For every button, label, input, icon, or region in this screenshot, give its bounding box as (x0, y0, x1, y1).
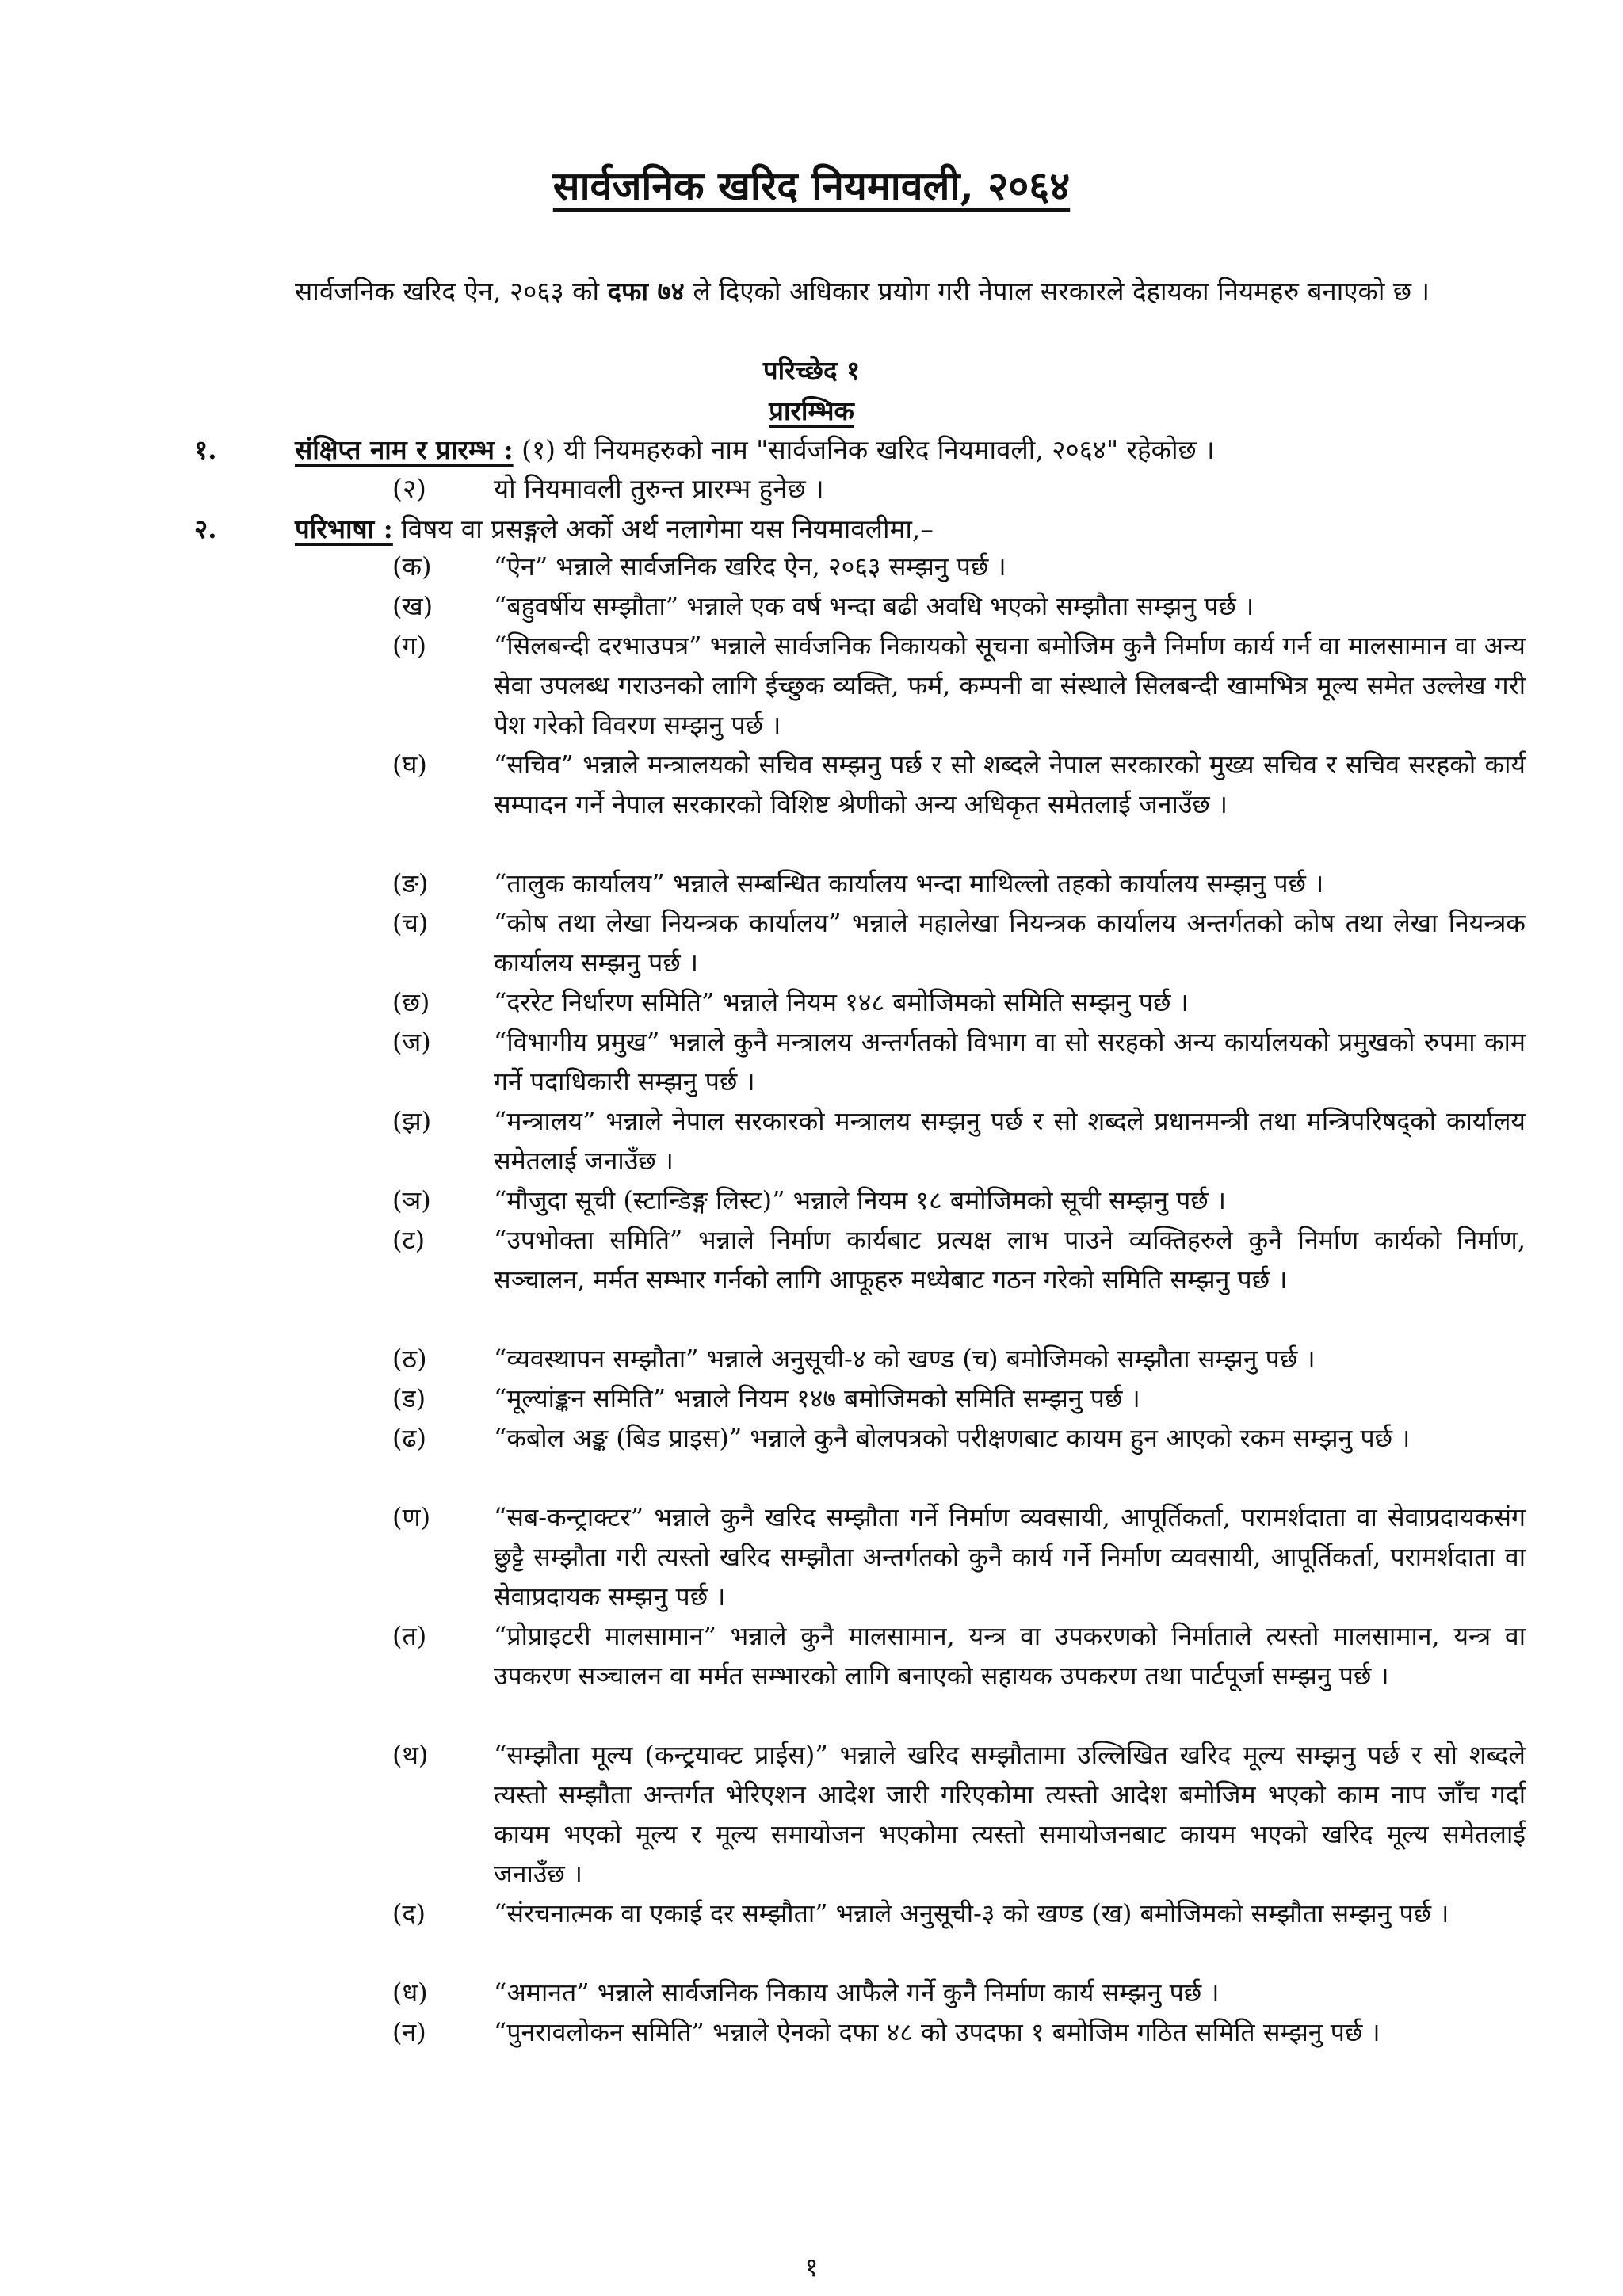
section-1-heading: संक्षिप्त नाम र प्रारम्भ : (295, 434, 514, 465)
section-1-line (295, 432, 1526, 468)
section-2 (0, 511, 1623, 547)
subsection-label: (२) (392, 473, 426, 504)
section-1 (0, 432, 1623, 468)
definition-label: (घ) (392, 749, 427, 780)
chapter-title: प्रारम्भिक (769, 395, 854, 426)
section-1-subsection (0, 471, 1623, 507)
definition-label: (ध) (392, 1978, 428, 2008)
chapter-number: परिच्छेद १ (762, 355, 861, 386)
definition-label: (झ) (392, 1106, 432, 1136)
definition-label: (क) (392, 551, 432, 582)
definition-text: “ऐन” भन्नाले सार्वजनिक खरिद ऐन, २०६३ सम्झनु पर्छ । (494, 551, 1006, 582)
definition-label: (ढ) (392, 1423, 426, 1453)
definition-label: (ग) (392, 631, 426, 661)
definition-label: (ठ) (392, 1344, 427, 1374)
definition-text: “तालुक कार्यालय” भन्नाले सम्बन्धित कार्यालय भन्दा माथिल्लो तहको कार्यालय सम्झनु पर्छ । (494, 868, 1324, 898)
definition-label: (छ) (392, 987, 430, 1017)
section-2-text: विषय वा प्रसङ्गले अर्को अर्थ नलागेमा यस नियमावलीमा,– (392, 513, 934, 544)
definition-text: “मूल्यांङ्कन समिति” भन्नाले नियम १४७ बमोजिमको समिति सम्झनु पर्छ । (494, 1383, 1140, 1413)
section-1-text: (१) यी नियमहरुको नाम "सार्वजनिक खरिद नियमावली, २०६४" रहेकोछ । (513, 434, 1215, 465)
definition-label: (ड) (392, 1383, 426, 1413)
definition-text: “मन्त्रालय” भन्नाले नेपाल सरकारको मन्त्रालय सम्झनु पर्छ र सो शब्दले प्रधानमन्त्री तथा मन्त्रिपरिषद्को कार्यालय समेतलाई जनाउँछ । (494, 1106, 1526, 1176)
preamble-text-start: सार्वजनिक खरिद ऐन, २०६३ को (295, 276, 608, 307)
definition-label: (त) (392, 1621, 427, 1651)
definition-text: “सिलबन्दी दरभाउपत्र” भन्नाले सार्वजनिक निकायको सूचना बमोजिम कुनै निर्माण कार्य गर्न वा मालसामान वा अन्य सेवा उपलब्ध गराउनको लागि ईच्छुक व्यक्ति, फर्म, कम्पनी वा संस्थाले सिलबन्दी खामभित्र मूल्य समेत उल्लेख गरी पेश गरेको विवरण सम्झनु पर्छ । (494, 631, 1526, 740)
definition-text: “दररेट निर्धारण समिति” भन्नाले नियम १४८ बमोजिमको समिति सम्झनु पर्छ । (494, 987, 1189, 1017)
section-2-line (295, 511, 1526, 547)
definition-label: (न) (392, 2017, 426, 2047)
preamble-paragraph (295, 269, 1526, 314)
preamble-section-reference: दफा ७४ (607, 276, 685, 307)
definition-text: “संरचनात्मक वा एकाई दर सम्झौता” भन्नाले अनुसूची-३ को खण्ड (ख) बमोजिमको सम्झौता सम्झनु पर्छ । (494, 1898, 1449, 1928)
definition-text: “कबोल अङ्क (बिड प्राइस)” भन्नाले कुनै बोलपत्रको परीक्षणबाट कायम हुन आएको रकम सम्झनु पर्छ । (494, 1423, 1411, 1453)
subsection-text: यो नियमावली तुरुन्त प्रारम्भ हुनेछ । (494, 473, 824, 504)
definition-text: “अमानत” भन्नाले सार्वजनिक निकाय आफैले गर्ने कुनै निर्माण कार्य सम्झनु पर्छ । (494, 1978, 1220, 2008)
definition-label: (ण) (392, 1502, 431, 1532)
section-2-number: २. (194, 513, 217, 544)
definition-label: (ट) (392, 1225, 426, 1255)
definition-label: (ज) (392, 1027, 431, 1057)
definition-text: “सम्झौता मूल्य (कन्ट्रयाक्ट प्राईस)” भन्नाले खरिद सम्झौतामा उल्लिखित खरिद मूल्य सम्झनु पर्छ र सो शब्दले त्यस्तो सम्झौता अन्तर्गत भेरिएशन आदेश जारी गरिएकोमा त्यस्तो आदेश बमोजिम भएको काम नाप जाँच गर्दा कायम भएको मूल्य र मूल्य समायोजन भएकोमा त्यस्तो समायोजनबाट कायम भएको खरिद मूल्य समेतलाई जनाउँछ । (494, 1740, 1526, 1889)
definition-text: “प्रोप्राइटरी मालसामान” भन्नाले कुनै मालसामान, यन्त्र वा उपकरणको निर्माताले त्यस्तो मालसामान, यन्त्र वा उपकरण सञ्चालन वा मर्मत सम्भारको लागि बनाएको सहायक उपकरण तथा पार्टपूर्जा सम्झनु पर्छ । (494, 1621, 1526, 1691)
definition-text: “पुनरावलोकन समिति” भन्नाले ऐनको दफा ४८ को उपदफा १ बमोजिम गठित समिति सम्झनु पर्छ । (494, 2017, 1381, 2047)
definition-text: “सब-कन्ट्राक्टर” भन्नाले कुनै खरिद सम्झौता गर्ने निर्माण व्यवसायी, आपूर्तिकर्ता, परामर्शदाता वा सेवाप्रदायकसंग छुट्टै सम्झौता गरी त्यस्तो खरिद सम्झौता अन्तर्गतको कुनै कार्य गर्ने निर्माण व्यवसायी, आपूर्तिकर्ता, परामर्शदाता वा सेवाप्रदायक सम्झनु पर्छ । (494, 1502, 1526, 1611)
definition-text: “कोष तथा लेखा नियन्त्रक कार्यालय” भन्नाले महालेखा नियन्त्रक कार्यालय अन्तर्गतको कोष तथा लेखा नियन्त्रक कार्यालय सम्झनु पर्छ । (494, 908, 1526, 978)
definition-text: “मौजुदा सूची (स्टान्डिङ्ग लिस्ट)” भन्नाले नियम १८ बमोजिमको सूची सम्झनु पर्छ । (494, 1185, 1227, 1215)
definition-text: “बहुवर्षीय सम्झौता” भन्नाले एक वर्ष भन्दा बढी अवधि भएको सम्झौता सम्झनु पर्छ । (494, 591, 1254, 621)
definition-label: (थ) (392, 1740, 429, 1770)
definition-text: “सचिव” भन्नाले मन्त्रालयको सचिव सम्झनु पर्छ र सो शब्दले नेपाल सरकारको मुख्य सचिव र सचिव सरहको कार्य सम्पादन गर्ने नेपाल सरकारको विशिष्ट श्रेणीको अन्य अधिकृत समेतलाई जनाउँछ । (494, 749, 1526, 819)
page-number: १ (804, 2252, 819, 2283)
preamble-text-end: ले दिएको अधिकार प्रयोग गरी नेपाल सरकारले देहायका नियमहरु बनाएको छ । (684, 276, 1430, 307)
definition-label: (ञ) (392, 1185, 431, 1215)
definition-label: (च) (392, 908, 429, 938)
document-title: सार्वजनिक खरिद नियमावली, २०६४ (552, 162, 1071, 209)
definition-text: “उपभोक्ता समिति” भन्नाले निर्माण कार्यबाट प्रत्यक्ष लाभ पाउने व्यक्तिहरुले कुनै निर्माण कार्यको निर्माण, सञ्चालन, मर्मत सम्भार गर्नको लागि आफूहरु मध्येबाट गठन गरेको समिति सम्झनु पर्छ । (494, 1225, 1526, 1295)
definition-text: “व्यवस्थापन सम्झौता” भन्नाले अनुसूची-४ को खण्ड (च) बमोजिमको सम्झौता सम्झनु पर्छ । (494, 1344, 1316, 1374)
definition-label: (ख) (392, 591, 433, 621)
definition-text: “विभागीय प्रमुख” भन्नाले कुनै मन्त्रालय अन्तर्गतको विभाग वा सो सरहको अन्य कार्यालयको प्रमुखको रुपमा काम गर्ने पदाधिकारी सम्झनु पर्छ । (494, 1027, 1526, 1097)
definition-label: (ङ) (392, 868, 429, 898)
definition-label: (द) (392, 1898, 426, 1928)
section-1-number: १. (194, 434, 217, 465)
section-2-heading: परिभाषा : (295, 513, 393, 544)
